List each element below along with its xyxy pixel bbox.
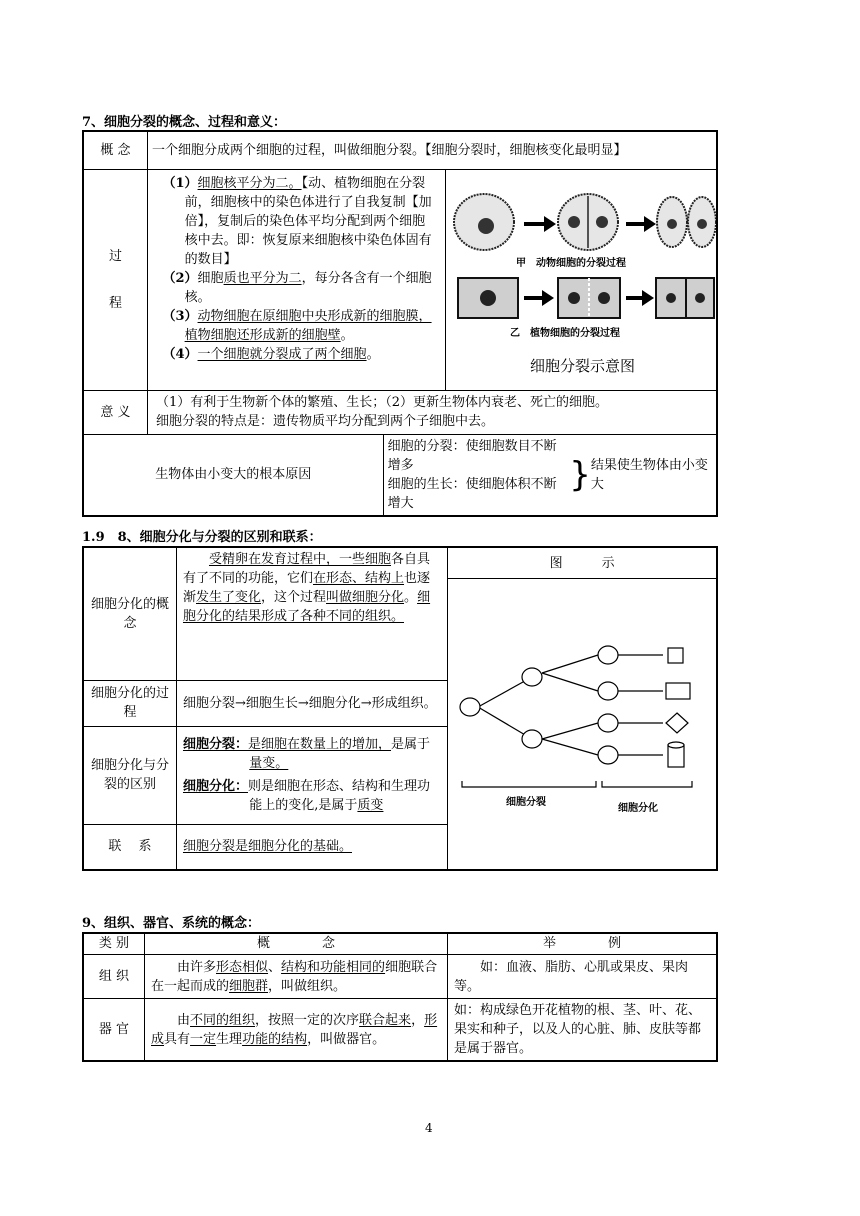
- difference-label: 细胞分化与分裂的区别: [83, 726, 176, 824]
- growth-text: 细胞的分裂：使细胞数目不断增多 细胞的生长：使细胞体积不断增大 } 结果使生物体由小变大: [383, 434, 717, 516]
- arrow-icon: [626, 216, 656, 232]
- cell-circle: [598, 746, 618, 764]
- step-4: （4）一个细胞就分裂成了两个细胞。: [162, 346, 380, 362]
- plant-cell-2: [558, 278, 620, 318]
- row-organ-example: 如：构成绿色开花植物的根、茎、叶、花、果实和种子，以及人的心脏、肺、皮肤等都是属于器官。: [448, 999, 718, 1062]
- arrow-icon: [626, 290, 654, 306]
- rectangle-icon: [666, 683, 690, 699]
- link-label: 联 系: [83, 824, 176, 870]
- link-text: 细胞分裂是细胞分化的基础。: [176, 824, 447, 870]
- animal-cell-3: [657, 197, 716, 247]
- differentiation-label: 细胞分化: [618, 803, 659, 814]
- cell-circle: [598, 682, 618, 700]
- animal-cell-2: [558, 194, 618, 250]
- row-tissue-label: 组 织: [83, 955, 145, 999]
- cell-division-figure: [446, 170, 716, 384]
- step-3: （3）动物细胞在原细胞中央形成新的细胞膜，植物细胞还形成新的细胞壁。: [162, 308, 432, 343]
- row-organ-label: 器 官: [83, 999, 145, 1062]
- differentiation-figure: [448, 579, 708, 863]
- concept-label: 概 念: [83, 131, 148, 169]
- growth-label: 生物体由小变大的根本原因: [83, 434, 383, 516]
- section8-title: 1.9 8、细胞分化与分裂的区别和联系：: [82, 530, 322, 545]
- process-label: 细胞分化的过 程: [83, 680, 176, 726]
- meaning-text: （1）有利于生物新个体的繁殖、生长；（2）更新生物体内衰老、死亡的细胞。 细胞分裂的特点是：遗传物质平均分配到两个子细胞中去。: [148, 390, 718, 434]
- step-2: （2）细胞质也平分为二，每分各含有一个细胞核。: [162, 270, 432, 305]
- step-1: （1）细胞核平分为二。【动、植物细胞在分裂前，细胞核中的染色体进行了自我复制【加倍】，复制后的染色体平均分配到两个细胞核中去。即：恢复原来细胞核中染色体固有的数目】: [162, 175, 432, 267]
- section9-title: 9、组织、器官、系统的概念：: [82, 916, 261, 931]
- section8-table: [82, 546, 718, 871]
- plant-cell-1: [458, 278, 518, 318]
- animal-cell-1: [454, 194, 514, 250]
- brace-icon: }: [569, 454, 591, 495]
- difference-text: 细胞分裂：是细胞在数量上的增加，是属于量变。 细胞分化：则是细胞在形态、结构和生理功能上的变化,是属于质变: [176, 726, 447, 824]
- page-number: 4: [425, 1121, 433, 1135]
- meaning-label: 意 义: [83, 390, 148, 434]
- cell-circle: [460, 698, 480, 716]
- cell-circle: [522, 730, 542, 748]
- row-tissue-example: 如：血液、脂肪、心肌或果皮、果肉等。: [448, 955, 718, 999]
- animal-caption: 甲 动物细胞的分裂过程: [516, 257, 626, 269]
- differentiation-diagram: [448, 579, 717, 871]
- process-label: 过 程: [83, 169, 148, 390]
- concept-text: 一个细胞分成两个细胞的过程，叫做细胞分裂。【细胞分裂时，细胞核变化最明显】: [148, 131, 718, 169]
- cell-division-diagram: [446, 169, 718, 390]
- section7-table: [82, 130, 718, 517]
- row-organ-concept: 由不同的组织，按照一定的次序联合起来，形成具有一定生理功能的结构，叫做器官。: [145, 999, 448, 1062]
- process-text: 细胞分裂→细胞生长→细胞分化→形成组织。: [176, 680, 447, 726]
- diagram-title: 细胞分裂示意图: [530, 356, 636, 375]
- plant-cell-3: [656, 278, 714, 318]
- cell-circle: [522, 668, 542, 686]
- square-icon: [668, 648, 683, 663]
- plant-caption: 乙 植物细胞的分裂过程: [510, 327, 620, 339]
- header-category: 类 别: [83, 933, 145, 955]
- cell-circle: [598, 714, 618, 732]
- cell-circle: [598, 646, 618, 664]
- section7-title: 7、细胞分裂的概念、过程和意义：: [82, 115, 287, 130]
- division-label: 细胞分裂: [506, 797, 547, 808]
- header-example: 举 例: [448, 933, 718, 955]
- diamond-icon: [666, 713, 688, 733]
- diff-concept-text: 受精卵在发育过程中，一些细胞各自具有了不同的功能，它们在形态、结构上也逐渐发生了变化，这个过程叫做细胞分化。细胞分化的结果形成了各种不同的组织。: [176, 547, 447, 680]
- section9-table: [82, 932, 718, 1062]
- process-steps: [148, 169, 446, 390]
- arrow-icon: [524, 216, 556, 232]
- row-tissue-concept: 由许多形态相似、结构和功能相同的细胞联合在一起而成的细胞群，叫做组织。: [145, 955, 448, 999]
- diagram-header: 图 示: [448, 547, 717, 579]
- header-concept: 概 念: [145, 933, 448, 955]
- diff-concept-label: 细胞分化的概 念: [83, 547, 176, 680]
- arrow-icon: [524, 290, 554, 306]
